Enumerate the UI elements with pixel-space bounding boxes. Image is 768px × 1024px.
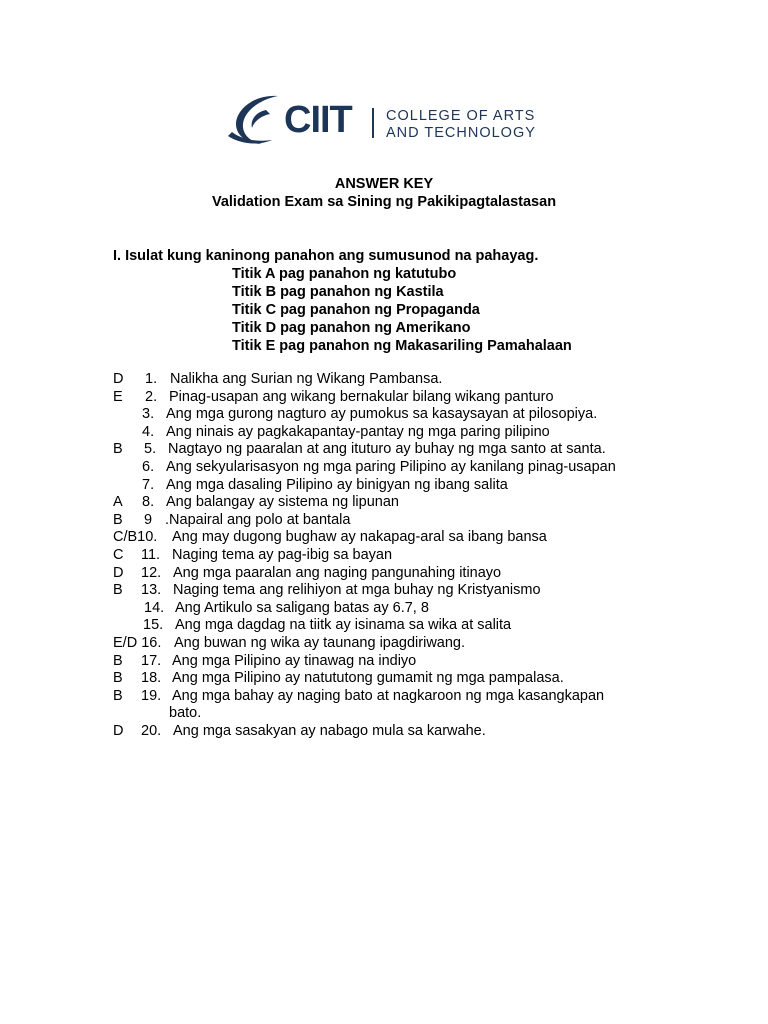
item-text: Pinag-usapan ang wikang bernakular bilang wikang panturo <box>169 388 554 405</box>
list-item <box>113 512 753 530</box>
list-item <box>113 389 753 407</box>
list-item <box>113 494 753 512</box>
logo-tagline-line2: AND TECHNOLOGY <box>386 125 536 141</box>
item-text: Ang sekyularisasyon ng mga paring Pilipino ay kanilang pinag-usapan <box>166 458 616 475</box>
list-item <box>113 406 753 424</box>
list-item <box>113 565 753 583</box>
answer-letter: B <box>113 652 123 669</box>
option-a: Titik A pag panahon ng katutubo <box>232 266 457 282</box>
item-text: Naging tema ang relihiyon at mga buhay ng Kristyanismo <box>173 582 541 599</box>
logo-tagline <box>386 108 536 142</box>
item-number: 17. <box>141 652 162 669</box>
item-text: Ang mga sasakyan ay nabago mula sa karwahe. <box>173 722 486 739</box>
answer-letter: B <box>113 441 123 458</box>
item-text: Ang buwan ng wika ay taunang ipagdiriwang. <box>174 634 466 651</box>
answer-letter: C/B10. <box>113 529 158 546</box>
page-subtitle: Validation Exam sa Sining ng Pakikipagtalastasan <box>211 194 557 210</box>
list-item <box>113 441 753 459</box>
item-number: 3. <box>142 406 155 423</box>
item-text: .Napairal ang polo at bantala <box>165 511 351 528</box>
item-number: 19. <box>141 687 162 704</box>
answer-letter: B <box>113 670 123 687</box>
list-item <box>113 547 753 565</box>
answer-list <box>113 371 753 740</box>
list-item <box>113 688 753 723</box>
item-number: 9 <box>144 511 153 528</box>
item-text: Ang mga Pilipino ay natututong gumamit ng mga pampalasa. <box>172 670 564 687</box>
item-text: Ang mga Pilipino ay tinawag na indiyo <box>172 652 417 669</box>
list-item <box>113 459 753 477</box>
item-text: Ang ninais ay pagkakapantay-pantay ng mga paring pilipino <box>166 423 550 440</box>
item-number: 15. <box>143 617 164 634</box>
logo-divider <box>372 108 374 138</box>
item-text: Naging tema ay pag-ibig sa bayan <box>172 546 393 563</box>
item-number: 5. <box>144 441 157 458</box>
list-item <box>113 670 753 688</box>
item-number: 4. <box>142 423 155 440</box>
list-item <box>113 424 753 442</box>
answer-letter: A <box>113 494 123 511</box>
list-item <box>113 529 753 547</box>
item-text: Ang mga gurong nagturo ay pumokus sa kasaysayan at pilosopiya. <box>166 406 598 423</box>
item-number: 20. <box>141 722 162 739</box>
item-text: Nagtayo ng paaralan at ang ituturo ay buhay ng mga santo at santa. <box>168 441 606 458</box>
answer-letter: B <box>113 582 123 599</box>
logo-tagline-line1: COLLEGE OF ARTS <box>386 108 536 124</box>
item-text: Ang mga dagdag na tiitk ay isinama sa wika at salita <box>175 617 512 634</box>
page-title: ANSWER KEY <box>334 176 434 192</box>
list-item <box>113 635 753 653</box>
list-item <box>113 617 753 635</box>
section-instruction: I. Isulat kung kaninong panahon ang sumusunod na pahayag. <box>113 248 539 264</box>
option-c: Titik C pag panahon ng Propaganda <box>232 302 480 318</box>
answer-letter: E <box>113 388 123 405</box>
answer-letter: D <box>113 564 124 581</box>
item-text: Ang balangay ay sistema ng lipunan <box>166 494 399 511</box>
item-number: 2. <box>145 388 158 405</box>
item-number: 13. <box>141 582 162 599</box>
item-number: 8. <box>142 494 155 511</box>
list-item <box>113 723 753 741</box>
item-number: 1. <box>145 371 158 387</box>
ciit-swoosh-icon <box>226 92 288 150</box>
option-d: Titik D pag panahon ng Amerikano <box>232 320 471 336</box>
list-item <box>113 477 753 495</box>
answer-letter: E/D 16. <box>113 634 162 651</box>
answer-letter: D <box>113 371 124 387</box>
item-number: 18. <box>141 670 162 687</box>
college-logo <box>226 92 546 150</box>
item-number: 7. <box>142 476 155 493</box>
answer-letter: B <box>113 511 123 528</box>
option-b: Titik B pag panahon ng Kastila <box>232 284 444 300</box>
item-text: Ang mga bahay ay naging bato at nagkaroon ng mga kasangkapan bato. <box>169 687 605 722</box>
item-number: 11. <box>141 546 161 563</box>
item-text: Ang mga dasaling Pilipino ay binigyan ng ibang salita <box>166 476 508 493</box>
item-text: Nalikha ang Surian ng Wikang Pambansa. <box>170 371 443 387</box>
item-number: 12. <box>141 564 162 581</box>
item-text: Ang mga paaralan ang naging pangunahing itinayo <box>173 564 502 581</box>
answer-letter: D <box>113 722 124 739</box>
list-item <box>113 600 753 618</box>
item-number: 14. <box>144 599 165 616</box>
answer-letter: C <box>113 546 124 563</box>
answer-letter: B <box>113 687 123 704</box>
legend-options <box>232 265 572 355</box>
list-item <box>113 371 753 389</box>
item-text: Ang Artikulo sa saligang batas ay 6.7, 8 <box>175 599 429 616</box>
list-item <box>113 653 753 671</box>
logo-wordmark: CIIT <box>284 99 352 141</box>
item-text: Ang may dugong bughaw ay nakapag-aral sa ibang bansa <box>172 529 547 546</box>
list-item <box>113 582 753 600</box>
item-number: 6. <box>142 458 155 475</box>
option-e: Titik E pag panahon ng Makasariling Pamahalaan <box>232 338 572 354</box>
